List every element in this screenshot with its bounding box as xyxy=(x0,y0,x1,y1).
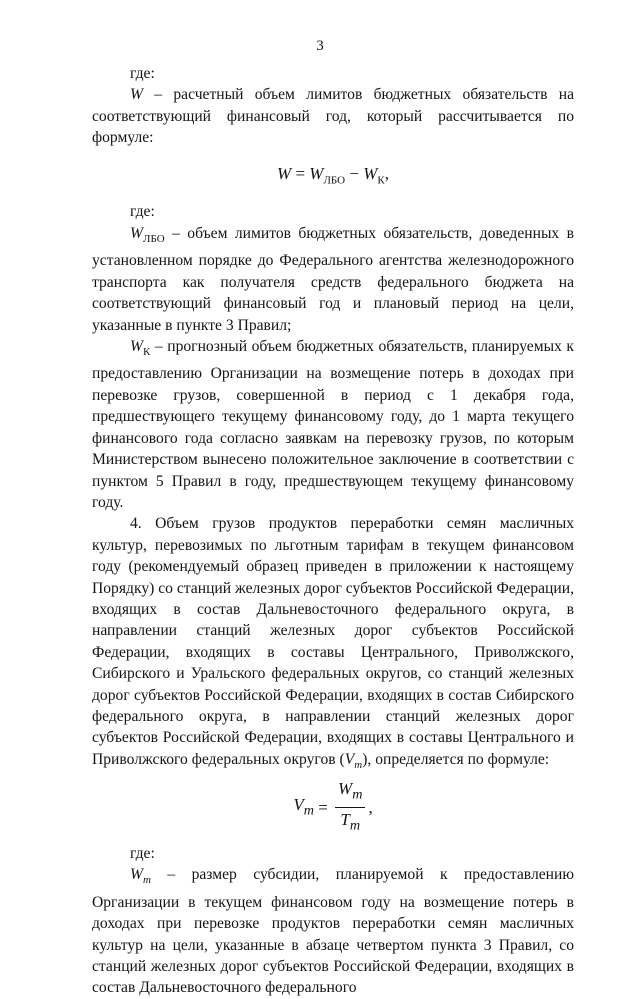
formula-vm-num-sub: m xyxy=(352,786,363,803)
definition-w xyxy=(92,84,574,148)
formula-vm-tail: , xyxy=(368,797,373,817)
formula-vm xyxy=(92,778,574,837)
definition-wm-text: – размер субсидии, планируемой к предоставлению Организации в текущем финансовом году на возмещение потерь в доходах при перевозке продуктов переработки семян масличных культур на цели, указанные в абзаце четвертом пункта 3 Правил, со станций железных дорог субъектов Российской Федерации, входящих в состав Дальневосточного федерального xyxy=(92,866,574,997)
where-label-3: где: xyxy=(130,844,155,862)
definition-wlbo xyxy=(92,223,574,336)
symbol-wm-sub: m xyxy=(143,874,151,887)
where-label-1: где: xyxy=(130,65,155,82)
symbol-wlbo-sub: ЛБО xyxy=(143,232,165,245)
formula-vm-denominator xyxy=(337,808,363,837)
formula-vm-lhs xyxy=(293,794,314,822)
symbol-wm-base: W xyxy=(130,866,143,884)
symbol-wk-base: W xyxy=(130,337,143,355)
formula-w-lhs: W xyxy=(277,163,292,183)
definition-wk-text: – прогнозный объем бюджетных обязательств, планируемых к предоставлению Организации на возмещение потерь в доходах при перевозке грузов, совершенной в период с 1 декабря года, предшествующего текущему финансовому году, до 1 марта текущего финансового года согласно заявкам на перевозку грузов, по которым Министерством вынесено положительное заключение в соответствии с пунктом 5 Правил в году, предшествующем текущему финансовому году. xyxy=(92,337,574,511)
formula-w-minus: − xyxy=(345,163,364,183)
symbol-vm-sub: m xyxy=(354,758,363,771)
definition-w-text: – расчетный объем лимитов бюджетных обязательств на соответствующий финансовый год, который рассчитывается по формуле: xyxy=(92,86,574,147)
symbol-w: W xyxy=(130,86,143,104)
formula-vm-lhs-sub: m xyxy=(303,802,314,819)
symbol-vm xyxy=(344,750,363,771)
page-number: 3 xyxy=(316,38,324,54)
paragraph-4-tail: , определяется по формуле: xyxy=(367,750,550,768)
where-label-2: где: xyxy=(130,203,155,221)
document-body xyxy=(92,63,574,999)
definition-wlbo-text: – объем лимитов бюджетных обязательств, доведенных в установленном порядке до Федерального агентства железнодорожного транспорта как получателя средств федерального бюджета на соответствующий финансовый год и плановый период на цели, указанные в пункте 3 Правил; xyxy=(92,224,574,334)
paragraph-4-paren-open: ( xyxy=(339,750,345,768)
formula-w-term1: W xyxy=(309,163,324,183)
formula-vm-fraction xyxy=(335,778,365,837)
symbol-wm xyxy=(130,866,151,887)
formula-w xyxy=(92,163,574,192)
formula-vm-den-base: T xyxy=(340,810,350,830)
formula-vm-lhs-base: V xyxy=(293,794,304,814)
formula-w-term2-sub: К xyxy=(377,174,385,187)
definition-wm xyxy=(92,864,574,999)
symbol-vm-base: V xyxy=(344,750,355,768)
paragraph-4-paren-close: ) xyxy=(362,750,368,768)
formula-w-term2: W xyxy=(363,163,378,183)
symbol-wlbo-base: W xyxy=(130,224,143,242)
paragraph-4-text: 4. Объем грузов продуктов переработки семян масличных культур, перевозимых по льготным тарифам в текущем финансовом году (рекомендуемый образец приведен в приложении к настоящему Порядку) со станций железных дорог субъектов Российской Федерации, входящих в состав Дальневосточного федерального округа, в направлении станций железных дорог субъектов Российской Федерации, входящих в составы Центрального, Приволжского, Сибирского и Уральского федеральных округов, со станций железных дорог субъектов Российской Федерации, входящих в состав Сибирского федерального округа, в направлении станций железных дорог субъектов Российской Федерации, входящих в составы Центрального и Приволжского федеральных округов xyxy=(92,515,574,768)
symbol-wlbo xyxy=(130,224,165,245)
symbol-wk xyxy=(130,337,151,359)
formula-w-tail: , xyxy=(384,163,389,183)
paragraph-4 xyxy=(92,513,574,776)
formula-w-term1-sub: ЛБО xyxy=(323,174,346,187)
definition-wk xyxy=(92,336,574,513)
symbol-wk-sub: К xyxy=(143,346,151,359)
formula-vm-num-base: W xyxy=(338,779,353,799)
formula-vm-den-sub: m xyxy=(349,817,361,834)
formula-w-eq: = xyxy=(291,163,310,183)
formula-vm-eq: = xyxy=(313,797,333,817)
formula-vm-numerator xyxy=(335,778,365,808)
